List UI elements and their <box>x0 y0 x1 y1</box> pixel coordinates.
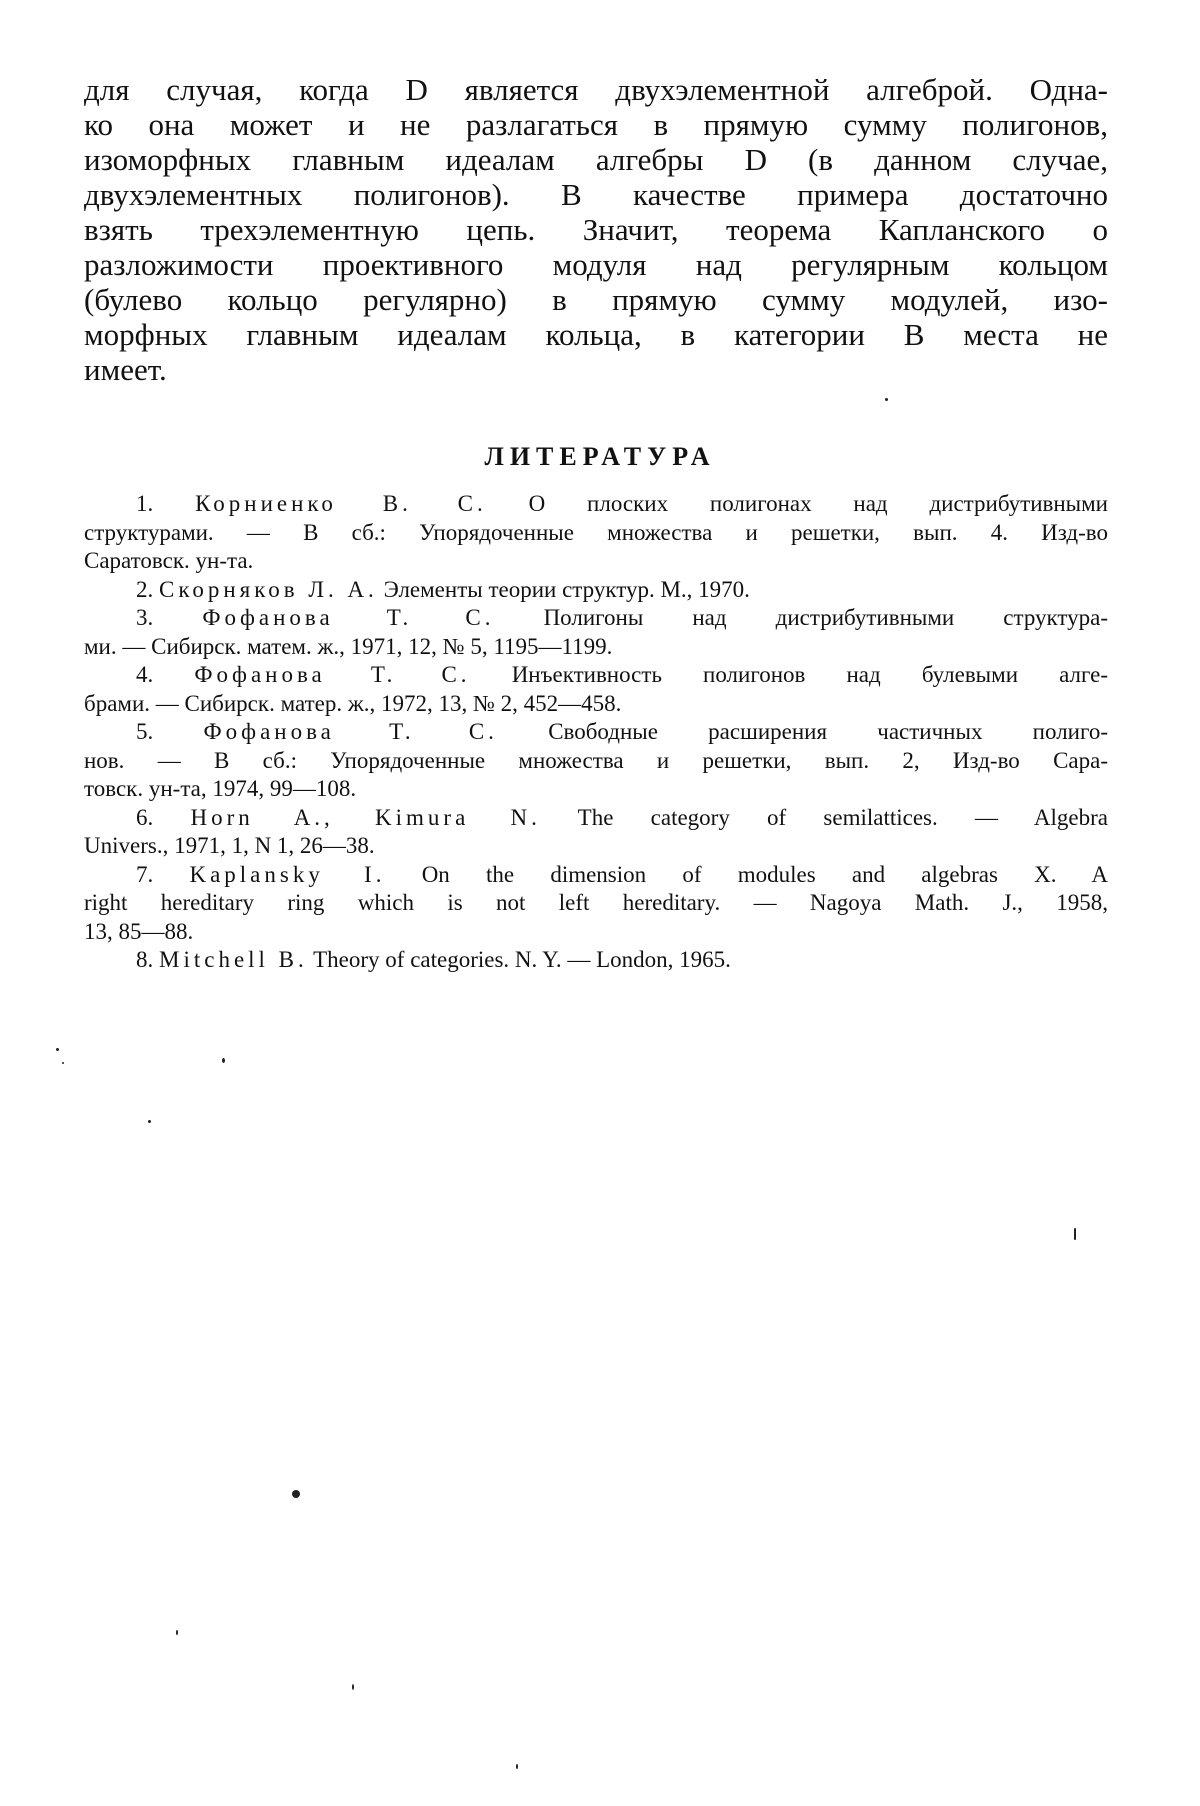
ref-text-line: The category of semilattices. — Algebra <box>577 804 1108 830</box>
ref-author: Фофанова Т. С. <box>194 662 471 687</box>
body-line: ко она может и не разлагаться в прямую сумму полигонов, <box>84 107 1108 142</box>
ref-text-line: брами. — Сибирск. матер. ж., 1972, 13, № 2, 452—458. <box>84 690 622 716</box>
scan-speck <box>885 398 888 401</box>
ref-text-line: Theory of categories. N. Y. — London, 1965. <box>313 947 731 972</box>
body-line: морфных главным идеалам кольца, в категории B места не <box>84 317 1108 352</box>
ref-author: Фофанова Т. С. <box>203 719 498 744</box>
ref-text-line: Свободные расширения частичных полиго- <box>548 719 1108 744</box>
reference-item <box>84 490 1108 576</box>
scan-speck <box>352 1684 354 1690</box>
scan-speck <box>176 1630 178 1635</box>
scan-speck <box>222 1058 225 1063</box>
ref-author: Horn A., Kimura N. <box>190 804 541 830</box>
ref-text-line: нов. — В сб.: Упорядоченные множества и решетки, вып. 2, Изд-во Сара- <box>84 747 1108 773</box>
ref-text-line: ми. — Сибирск. матем. ж., 1971, 12, № 5, 1195—1199. <box>84 633 613 659</box>
body-line: взять трехэлементную цепь. Значит, теорема Капланского о <box>84 212 1108 247</box>
references-heading: ЛИТЕРАТУРА <box>484 442 716 471</box>
scan-speck <box>516 1764 518 1769</box>
ref-number: 2. <box>136 576 154 602</box>
reference-item <box>84 861 1108 947</box>
ref-author: Kaplansky I. <box>189 861 386 887</box>
scan-speck <box>1074 1228 1076 1240</box>
reference-item <box>84 804 1108 861</box>
body-line: разложимости проективного модуля над регулярным кольцом <box>84 247 1108 282</box>
ref-text-line: Саратовск. ун-та. <box>84 548 254 573</box>
references-list <box>84 490 1108 975</box>
ref-text-line: структурами. — В сб.: Упорядоченные множества и решетки, вып. 4. Изд-во <box>84 519 1108 545</box>
scan-speck <box>62 1062 64 1064</box>
reference-item <box>84 604 1108 661</box>
ref-text-line: Полигоны над дистрибутивными структура- <box>543 605 1109 630</box>
ref-text-line: О плоских полигонах над дистрибутивными <box>528 491 1108 516</box>
ref-text-line: right hereditary ring which is not left hereditary. — Nagoya Math. J., 1958, <box>84 890 1108 915</box>
scan-speck <box>292 1490 300 1498</box>
ref-number: 5. <box>136 719 154 744</box>
body-paragraph <box>84 72 1108 387</box>
reference-item <box>84 661 1108 718</box>
body-line: изоморфных главным идеалам алгебры D (в данном случае, <box>84 142 1108 177</box>
ref-number: 6. <box>136 804 154 830</box>
ref-author: Mitchell B. <box>159 947 308 972</box>
ref-author: Корниенко В. С. <box>195 491 487 516</box>
ref-number: 8. <box>136 947 154 972</box>
ref-text-line: 13, 85—88. <box>84 918 194 944</box>
scan-speck <box>148 1120 151 1123</box>
ref-number: 3. <box>136 605 154 630</box>
ref-text-line: Инъективность полигонов над булевыми алге- <box>511 662 1109 687</box>
reference-item <box>84 718 1108 804</box>
ref-author: Фофанова Т. С. <box>202 605 495 630</box>
ref-author: Скорняков Л. А. <box>159 576 378 602</box>
body-line: для случая, когда D является двухэлементной алгеброй. Одна- <box>84 72 1108 107</box>
body-line: имеет. <box>84 352 167 387</box>
ref-text-line: Элементы теории структур. М., 1970. <box>383 576 750 602</box>
reference-item <box>84 576 1108 605</box>
ref-text-line: Univers., 1971, 1, N 1, 26—38. <box>84 833 375 858</box>
ref-text-line: товск. ун-та, 1974, 99—108. <box>84 776 357 801</box>
reference-item <box>84 946 1108 975</box>
ref-text-line: On the dimension of modules and algebras X. A <box>421 861 1109 887</box>
scan-speck <box>56 1048 59 1051</box>
ref-number: 7. <box>136 861 154 887</box>
ref-number: 1. <box>136 491 154 516</box>
ref-number: 4. <box>136 662 154 687</box>
body-line: (булево кольцо регулярно) в прямую сумму модулей, изо- <box>84 282 1108 317</box>
body-line: двухэлементных полигонов). В качестве примера достаточно <box>84 177 1108 212</box>
